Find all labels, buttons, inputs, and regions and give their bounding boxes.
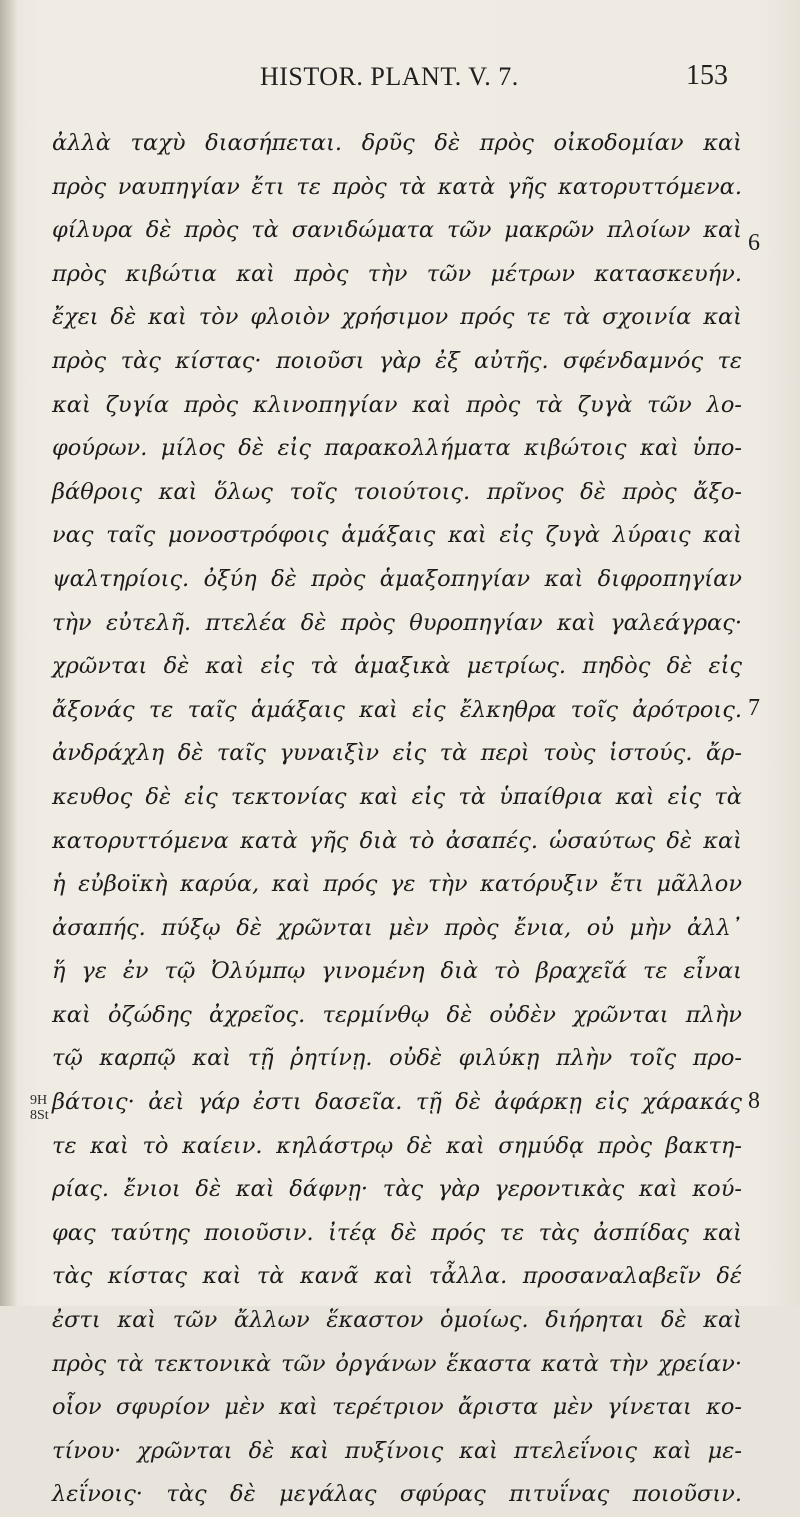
text-line-26: φας ταύτης ποιοῦσιν. ἰτέᾳ δὲ πρός τε τὰς ἀσπίδας καὶ [52,1219,742,1246]
text-line-17: κατορυττόμενα κατὰ γῆς διὰ τὸ ἀσαπές. ὡσαύτως δὲ καὶ [52,827,742,854]
text-line-19: ἀσαπής. πύξῳ δὲ χρῶνται μὲν πρὸς ἔνια, οὐ μὴν ἀλλ᾽ [52,914,742,941]
text-line-1: ἀλλὰ ταχὺ διασήπεται. δρῦς δὲ πρὸς οἰκοδομίαν καὶ [52,130,742,156]
text-line-25: ρίας. ἔνιοι δὲ καὶ δάφνῃ· τὰς γὰρ γεροντικὰς καὶ κού- [52,1176,742,1203]
text-line-18: ἡ εὐβοϊκὴ καρύα, καὶ πρός γε τὴν κατόρυξιν ἔτι μᾶλλον [52,871,742,898]
text-line-7: καὶ ζυγία πρὸς κλινοπηγίαν καὶ πρὸς τὰ ζυγὰ τῶν λο- [52,391,742,418]
text-line-4: πρὸς κιβώτια καὶ πρὸς τὴν τῶν μέτρων κατασκευήν. [52,260,742,287]
text-line-21: καὶ ὀζώδης ἀχρεῖος. τερμίνθῳ δὲ οὐδὲν χρῶνται πλὴν [52,1001,742,1028]
text-line-30: οἷον σφυρίον μὲν καὶ τερέτριον ἄριστα μὲν γίνεται κο- [52,1394,742,1421]
page-number: 153 [686,60,728,91]
body-text [52,122,742,1517]
text-line-29: πρὸς τὰ τεκτονικὰ τῶν ὀργάνων ἕκαστα κατὰ τὴν χρείαν· [52,1350,742,1377]
running-title: HISTOR. PLANT. V. 7. [260,62,519,91]
text-line-22: τῷ καρπῷ καὶ τῇ ῥητίνῃ. οὐδὲ φιλύκῃ πλὴν τοῖς προ- [52,1045,742,1072]
text-line-32: λεΐνοις· τὰς δὲ μεγάλας σφύρας πιτυΐνας ποιοῦσιν. [52,1481,742,1508]
text-line-2: πρὸς ναυπηγίαν ἔτι τε πρὸς τὰ κατὰ γῆς κατορυττόμενα. [52,173,742,200]
text-line-13: χρῶνται δὲ καὶ εἰς τὰ ἁμαξικὰ μετρίως. πηδὸς δὲ εἰς [52,653,742,680]
signature-mark-bottom: 8St [30,1108,49,1123]
text-line-6: πρὸς τὰς κίστας· ποιοῦσι γὰρ ἐξ αὐτῆς. σφένδαμνός τε [52,347,742,374]
text-line-31: τίνου· χρῶνται δὲ καὶ πυξίνοις καὶ πτελεΐνοις καὶ με- [52,1437,742,1464]
section-number-8: 8 [748,1088,760,1114]
text-line-27: τὰς κίστας καὶ τὰ κανᾶ καὶ τἆλλα. προσαναλαβεῖν δέ [52,1263,742,1290]
page-header [0,58,800,98]
text-line-24: τε καὶ τὸ καίειν. κηλάστρῳ δὲ καὶ σημύδᾳ πρὸς βακτη- [52,1132,742,1159]
text-line-10: νας ταῖς μονοστρόφοις ἁμάξαις καὶ εἰς ζυγὰ λύραις καὶ [52,522,742,549]
text-line-14: ἄξονάς τε ταῖς ἁμάξαις καὶ εἰς ἔλκηθρα τοῖς ἀρότροις. [52,696,742,723]
text-line-20: ἥ γε ἐν τῷ Ὀλύμπῳ γινομένη διὰ τὸ βραχεῖά τε εἶναι [52,958,742,985]
text-line-12: τὴν εὐτελῆ. πτελέα δὲ πρὸς θυροπηγίαν καὶ γαλεάγρας· [52,609,742,636]
section-number-6: 6 [748,230,760,256]
text-line-11: ψαλτηρίοις. ὀξύη δὲ πρὸς ἁμαξοπηγίαν καὶ διφροπηγίαν [52,565,742,592]
text-line-15: ἀνδράχλη δὲ ταῖς γυναιξὶν εἰς τὰ περὶ τοὺς ἱστούς. ἄρ- [52,740,742,767]
signature-mark-top: 9H [30,1093,48,1108]
page-binding-shadow [0,0,18,1306]
text-line-5: ἔχει δὲ καὶ τὸν φλοιὸν χρήσιμον πρός τε τὰ σχοινία καὶ [52,304,742,331]
text-line-3: φίλυρα δὲ πρὸς τὰ σανιδώματα τῶν μακρῶν πλοίων καὶ [52,217,742,244]
text-line-23: βάτοις· ἀεὶ γάρ ἐστι δασεῖα. τῇ δὲ ἀφάρκῃ εἰς χάρακάς [52,1089,742,1116]
text-line-16: κευθος δὲ εἰς τεκτονίας καὶ εἰς τὰ ὑπαίθρια καὶ εἰς τὰ [52,783,742,810]
text-line-9: βάθροις καὶ ὅλως τοῖς τοιούτοις. πρῖνος δὲ πρὸς ἄξο- [52,478,742,505]
section-number-7: 7 [748,695,760,721]
text-line-28: ἐστι καὶ τῶν ἄλλων ἕκαστον ὁμοίως. διήρηται δὲ καὶ [52,1307,742,1334]
text-line-8: φούρων. μίλος δὲ εἰς παρακολλήματα κιβώτοις καὶ ὑπο- [52,435,742,462]
